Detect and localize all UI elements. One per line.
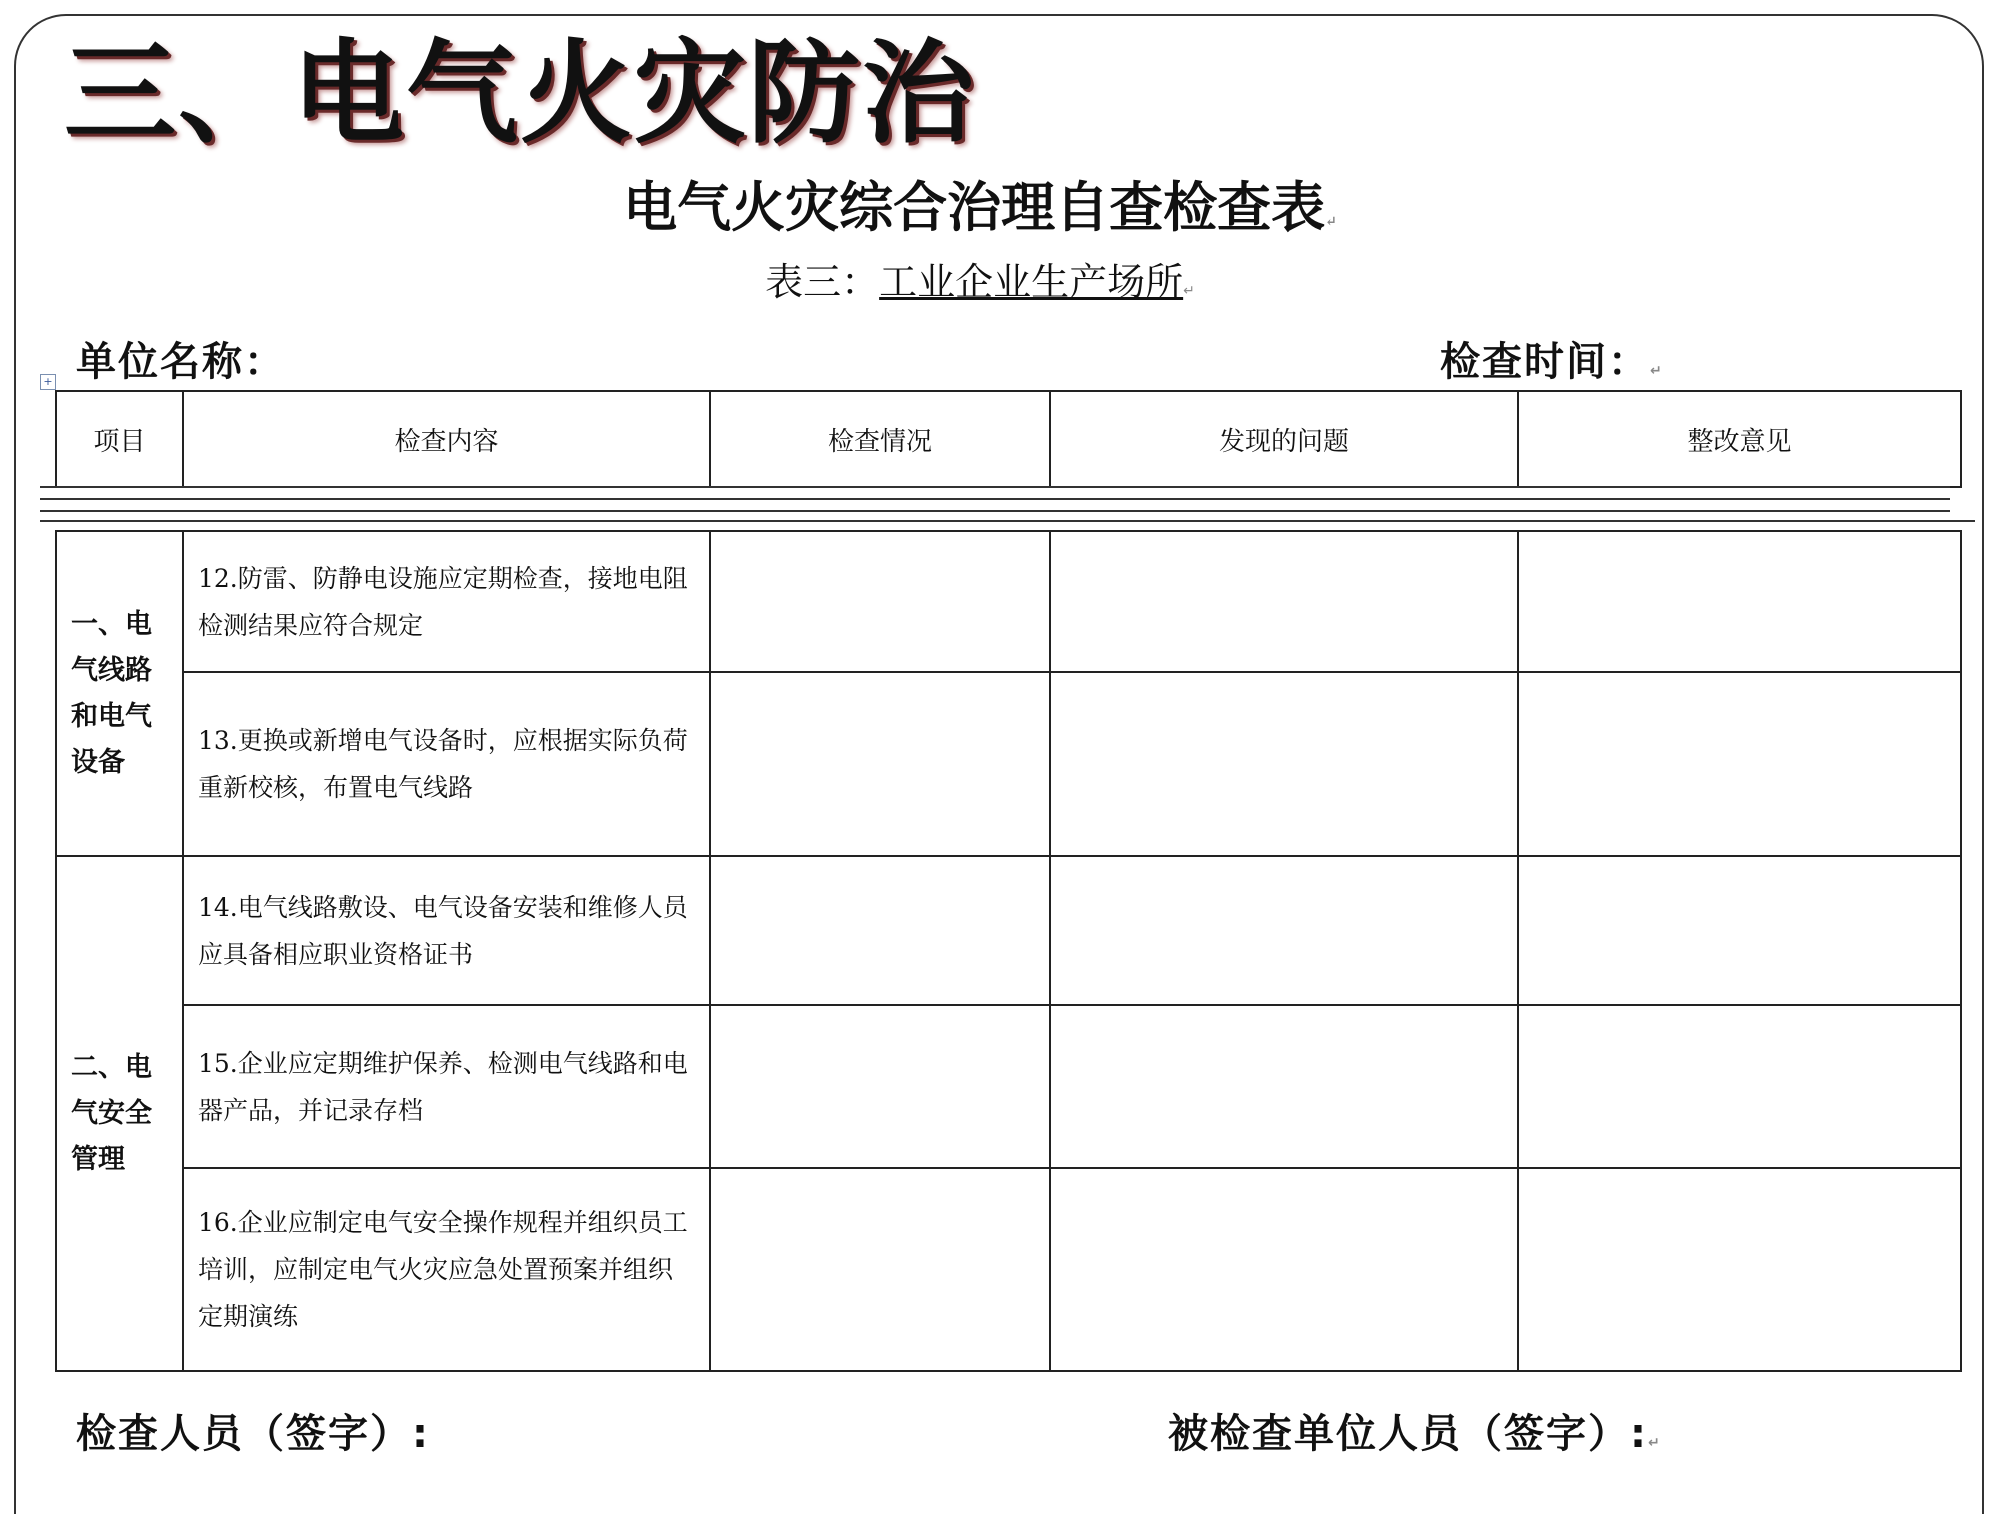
inspection-time-label: 检查时间：↵ (1440, 339, 1664, 385)
header-content: 检查内容 (183, 391, 710, 487)
problem-cell[interactable] (1050, 1005, 1518, 1168)
table-divider (40, 498, 1950, 500)
suggestion-cell[interactable] (1518, 1168, 1961, 1371)
status-cell[interactable] (710, 856, 1050, 1005)
document-title: 电气火灾综合治理自查检查表↵ (623, 175, 1337, 239)
document-subtitle: 表三：工业企业生产场所↵ (765, 260, 1195, 304)
slide-heading: 三、电气火灾防治 (64, 29, 976, 159)
check-item-cell: 16.企业应制定电气安全操作规程并组织员工培训，应制定电气火灾应急处置预案并组织定期演练 (183, 1168, 710, 1371)
problem-cell[interactable] (1050, 1168, 1518, 1371)
header-item: 项目 (56, 391, 183, 487)
check-item-cell: 15.企业应定期维护保养、检测电气线路和电器产品，并记录存档 (183, 1005, 710, 1168)
table-divider (40, 520, 1975, 522)
inspector-signature-label: 检查人员（签字）: (76, 1411, 430, 1457)
table-move-handle-icon[interactable]: + (40, 374, 56, 390)
table-row (56, 856, 1961, 1005)
table-row (56, 1168, 1961, 1371)
suggestion-cell[interactable] (1518, 672, 1961, 856)
table-row (56, 1005, 1961, 1168)
problem-cell[interactable] (1050, 672, 1518, 856)
table-divider (40, 486, 1950, 488)
header-problems: 发现的问题 (1050, 391, 1518, 487)
category-cell: 一、电气线路和电气设备 (56, 531, 183, 856)
unit-name-label: 单位名称： (76, 339, 286, 385)
subtitle-prefix: 表三： (765, 260, 880, 304)
header-status: 检查情况 (710, 391, 1050, 487)
status-cell[interactable] (710, 1005, 1050, 1168)
category-cell: 二、电气安全管理 (56, 856, 183, 1371)
check-item-cell: 14.电气线路敷设、电气设备安装和维修人员应具备相应职业资格证书 (183, 856, 710, 1005)
table-row (56, 531, 1961, 672)
check-item-cell: 12.防雷、防静电设施应定期检查，接地电阻检测结果应符合规定 (183, 531, 710, 672)
status-cell[interactable] (710, 1168, 1050, 1371)
suggestion-cell[interactable] (1518, 856, 1961, 1005)
status-cell[interactable] (710, 672, 1050, 856)
suggestion-cell[interactable] (1518, 1005, 1961, 1168)
checklist-table (55, 530, 1962, 1372)
problem-cell[interactable] (1050, 531, 1518, 672)
status-cell[interactable] (710, 531, 1050, 672)
inspected-party-signature-label: 被检查单位人员（签字）:↵ (1168, 1411, 1662, 1457)
subtitle-place: 工业企业生产场所 (879, 260, 1184, 304)
checklist-header-table (55, 390, 1962, 488)
table-divider (40, 510, 1950, 512)
header-row (56, 391, 1961, 487)
problem-cell[interactable] (1050, 856, 1518, 1005)
table-row (56, 672, 1961, 856)
suggestion-cell[interactable] (1518, 531, 1961, 672)
check-item-cell: 13.更换或新增电气设备时，应根据实际负荷重新校核，布置电气线路 (183, 672, 710, 856)
header-suggestions: 整改意见 (1518, 391, 1961, 487)
